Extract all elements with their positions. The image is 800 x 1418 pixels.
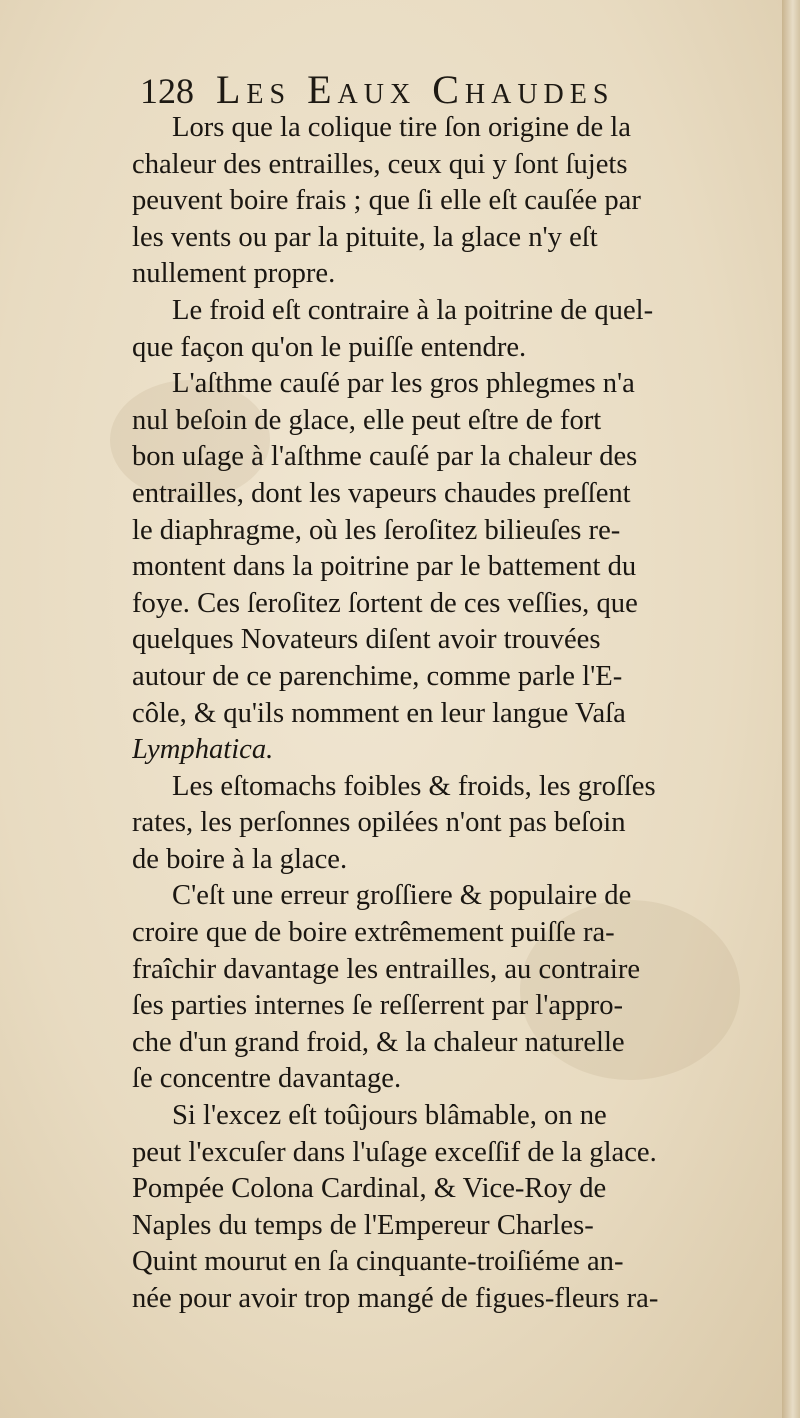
body-text — [132, 110, 777, 1318]
text-line: ſes parties internes ſe reſſerrent par l'appro- — [132, 990, 624, 1022]
text-line: Lymphatica. — [132, 734, 274, 766]
text-line: che d'un grand froid, & la chaleur naturelle — [132, 1026, 625, 1058]
text-line: le diaphragme, où les ſeroſitez bilieuſes re- — [132, 514, 621, 546]
page-edge — [782, 0, 800, 1418]
text-line: peuvent boire frais ; que ſi elle eſt cauſée par — [132, 185, 641, 217]
text-line: côle, & qu'ils nomment en leur langue Vaſa — [132, 697, 626, 729]
text-line: C'eſt une erreur groſſiere & populaire de — [172, 880, 632, 912]
running-header — [140, 66, 760, 116]
text-line: Quint mourut en ſa cinquante-troiſiéme an- — [132, 1246, 624, 1278]
page-number: 128 — [140, 71, 194, 111]
text-line: bon uſage à l'aſthme cauſé par la chaleur des — [132, 441, 638, 473]
text-line: quelques Novateurs diſent avoir trouvées — [132, 624, 601, 656]
text-line: montent dans la poitrine par le battement du — [132, 551, 637, 583]
text-line: Si l'excez eſt toûjours blâmable, on ne — [172, 1100, 607, 1132]
text-line: ſe concentre davantage. — [132, 1063, 402, 1095]
text-line: rates, les perſonnes opilées n'ont pas beſoin — [132, 807, 626, 839]
text-line: que façon qu'on le puiſſe entendre. — [132, 331, 527, 363]
text-line: foye. Ces ſeroſitez ſortent de ces veſſies, que — [132, 587, 638, 619]
text-line: autour de ce parenchime, comme parle l'E- — [132, 660, 623, 692]
text-line: L'aſthme cauſé par les gros phlegmes n'a — [172, 368, 635, 400]
text-line: Pompée Colona Cardinal, & Vice-Roy de — [132, 1173, 607, 1205]
text-line: Le froid eſt contraire à la poitrine de quel- — [172, 294, 654, 326]
running-title: Les Eaux Chaudes — [216, 67, 615, 112]
text-line: chaleur des entrailles, ceux qui y ſont ſujets — [132, 148, 628, 180]
text-line: Naples du temps de l'Empereur Charles- — [132, 1209, 594, 1241]
text-line: nul beſoin de glace, elle peut eſtre de fort — [132, 404, 602, 436]
text-line: les vents ou par la pituite, la glace n'y eſt — [132, 221, 598, 253]
text-line: née pour avoir trop mangé de figues-fleurs ra- — [132, 1283, 659, 1314]
text-line: nullement propre. — [132, 258, 336, 290]
text-line: Lors que la colique tire ſon origine de la — [172, 112, 631, 143]
text-line: Les eſtomachs foibles & froids, les groſſes — [172, 770, 656, 802]
text-line: peut l'excuſer dans l'uſage exceſſif de la glace. — [132, 1136, 657, 1168]
text-line: croire que de boire extrêmement puiſſe ra- — [132, 917, 615, 949]
text-line: de boire à la glace. — [132, 843, 348, 875]
text-line: entrailles, dont les vapeurs chaudes preſſent — [132, 477, 631, 509]
text-line: fraîchir davantage les entrailles, au contraire — [132, 953, 641, 985]
